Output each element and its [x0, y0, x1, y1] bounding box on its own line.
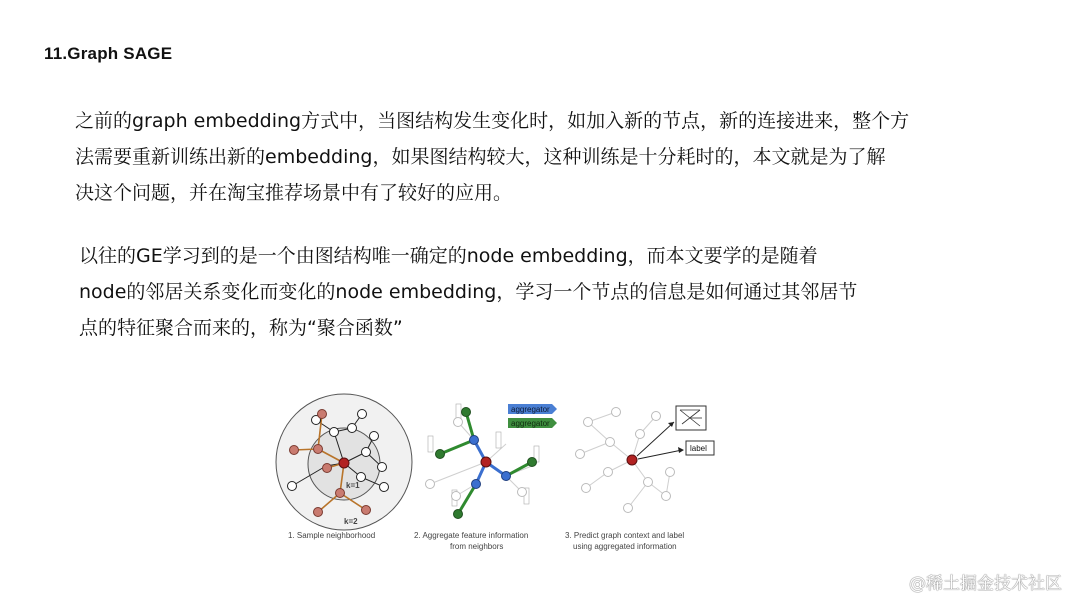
watermark: @稀土掘金技术社区 — [909, 574, 1062, 594]
caption-1: 1. Sample neighborhood — [288, 531, 376, 540]
caption-2-line-2: from neighbors — [450, 542, 504, 551]
predict-panel — [565, 406, 714, 551]
caption-3-line-1: 3. Predict graph context and label — [565, 531, 685, 540]
aggregation-line: node的邻居关系变化而变化的node embedding，学习一个节点的信息是如何通过其邻居节 — [79, 281, 858, 303]
intro-line: 决这个问题，并在淘宝推荐场景中有了较好的应用。 — [75, 182, 513, 204]
caption-3-line-2: using aggregated information — [573, 542, 677, 551]
page-title: 11.Graph SAGE — [44, 44, 173, 63]
graphsage-figure — [270, 392, 730, 562]
aggregator-label-1: aggregator — [511, 405, 550, 414]
caption-2-line-1: 2. Aggregate feature information — [414, 531, 529, 540]
aggregation-paragraph — [79, 238, 857, 346]
intro-paragraph — [75, 103, 909, 211]
k1-label: k=1 — [346, 481, 360, 490]
k2-label: k=2 — [344, 517, 358, 526]
sample-neighborhood-panel — [276, 394, 412, 540]
aggregation-line: 点的特征聚合而来的，称为“聚合函数” — [79, 317, 403, 339]
aggregate-panel — [414, 404, 557, 551]
aggregator-label-2: aggregator — [511, 419, 550, 428]
intro-line: 法需要重新训练出新的embedding，如果图结构较大，这种训练是十分耗时的，本文就是为了解 — [75, 146, 886, 168]
graphsage-diagram — [270, 392, 730, 562]
intro-line: 之前的graph embedding方式中，当图结构发生变化时，如加入新的节点，新的连接进来，整个方 — [75, 110, 910, 132]
aggregation-line: 以往的GE学习到的是一个由图结构唯一确定的node embedding，而本文要学的是随着 — [79, 245, 818, 267]
label-box-text: label — [690, 444, 707, 453]
